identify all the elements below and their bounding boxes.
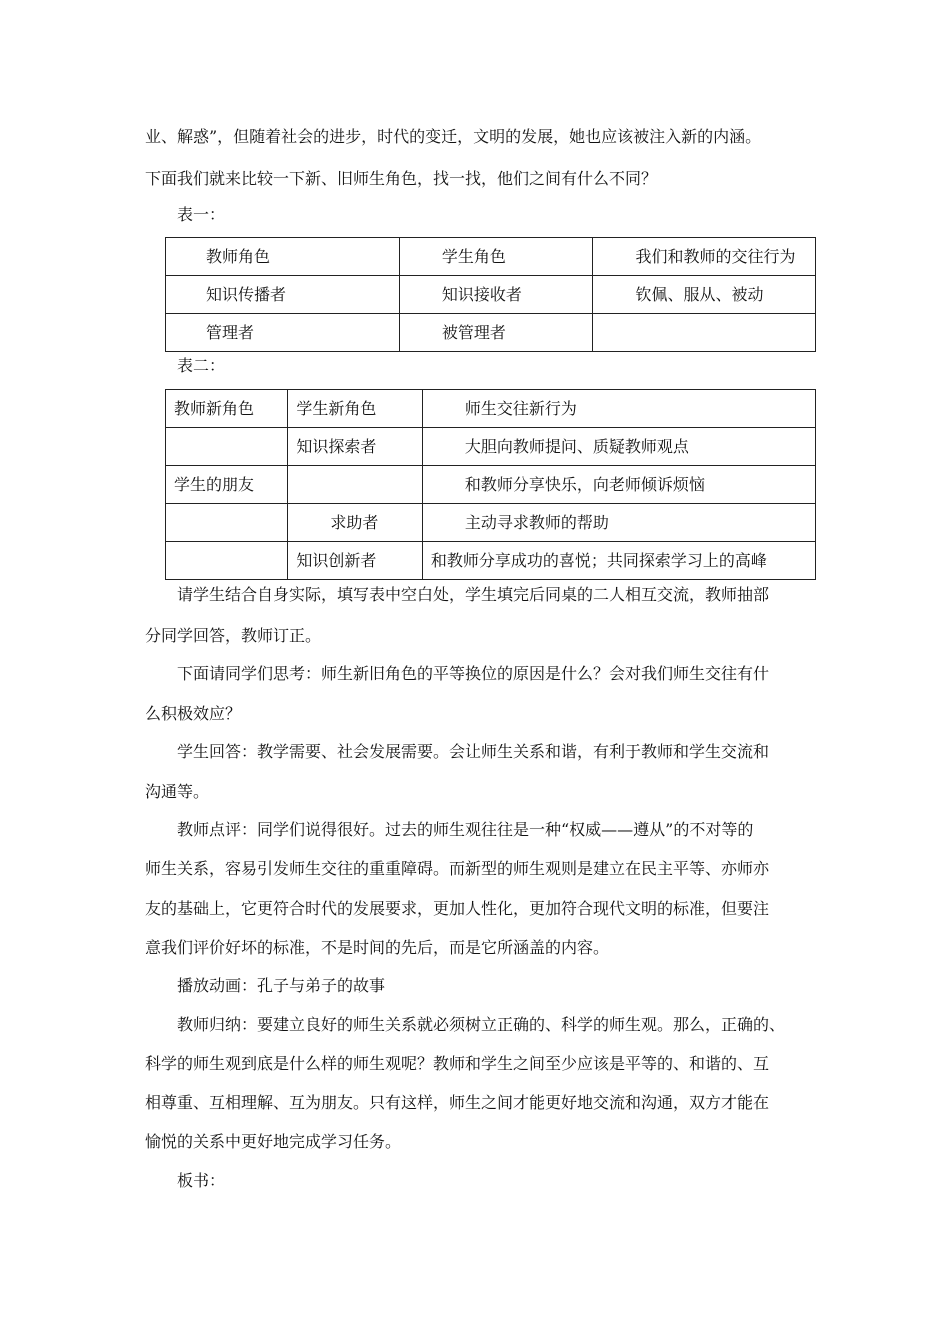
table-2 <box>165 389 816 580</box>
paragraph-line: 学生回答：教学需要、社会发展需要。会让师生关系和谐，有利于教师和学生交流和 <box>177 742 770 761</box>
intro-line-2: 下面我们就来比较一下新、旧师生角色，找一找，他们之间有什么不同？ <box>145 169 658 188</box>
table-row <box>166 428 816 466</box>
table-cell <box>166 428 288 466</box>
paragraph-line: 教师归纳：要建立良好的师生关系就必须树立正确的、科学的师生观。那么，正确的、 <box>177 1015 786 1034</box>
paragraph-line: 播放动画：孔子与弟子的故事 <box>177 976 386 995</box>
paragraph-line: 板书： <box>177 1171 226 1190</box>
paragraph-line: 请学生结合自身实际，填写表中空白处，学生填完后同桌的二人相互交流，教师抽部 <box>177 585 770 604</box>
table-cell <box>166 542 288 580</box>
intro-line-1: 业、解惑”，但随着社会的进步，时代的变迁，文明的发展，她也应该被注入新的内涵。 <box>145 127 762 146</box>
table-cell: 和教师分享快乐，向老师倾诉烦恼 <box>422 466 815 504</box>
table-row <box>166 466 816 504</box>
table-cell: 大胆向教师提问、质疑教师观点 <box>422 428 815 466</box>
table-cell: 知识探索者 <box>288 428 423 466</box>
paragraph-line: 下面请同学们思考：师生新旧角色的平等换位的原因是什么？会对我们师生交往有什 <box>177 664 770 683</box>
table-row <box>166 314 816 352</box>
table-cell: 学生的朋友 <box>166 466 288 504</box>
paragraph-line: 意我们评价好坏的标准，不是时间的先后，而是它所涵盖的内容。 <box>145 938 610 957</box>
table-cell: 知识传播者 <box>166 276 400 314</box>
table-cell <box>593 314 816 352</box>
table-cell: 教师角色 <box>166 238 400 276</box>
table-1 <box>165 237 816 352</box>
table-cell: 和教师分享成功的喜悦；共同探索学习上的高峰 <box>422 542 815 580</box>
table-cell: 知识创新者 <box>288 542 423 580</box>
table-cell: 知识接收者 <box>399 276 593 314</box>
table-cell: 求助者 <box>288 504 423 542</box>
table-cell: 师生交往新行为 <box>422 390 815 428</box>
table-cell: 教师新角色 <box>166 390 288 428</box>
table-cell <box>166 504 288 542</box>
paragraph-line: 么积极效应？ <box>145 704 242 723</box>
table-row <box>166 276 816 314</box>
paragraph-line: 教师点评：同学们说得很好。过去的师生观往往是一种“权威——遵从”的不对等的 <box>177 820 754 839</box>
table-cell: 主动寻求教师的帮助 <box>422 504 815 542</box>
table-cell: 学生新角色 <box>288 390 423 428</box>
paragraph-line: 愉悦的关系中更好地完成学习任务。 <box>145 1132 402 1151</box>
paragraph-line: 师生关系，容易引发师生交往的重重障碍。而新型的师生观则是建立在民主平等、亦师亦 <box>145 859 770 878</box>
table1-caption: 表一： <box>177 205 226 224</box>
table-cell <box>288 466 423 504</box>
table-header-row <box>166 390 816 428</box>
table-cell: 管理者 <box>166 314 400 352</box>
table-cell: 钦佩、服从、被动 <box>593 276 816 314</box>
paragraph-line: 友的基础上，它更符合时代的发展要求，更加人性化，更加符合现代文明的标准，但要注 <box>145 899 770 918</box>
table-cell: 被管理者 <box>399 314 593 352</box>
table-row <box>166 542 816 580</box>
table-cell: 学生角色 <box>399 238 593 276</box>
paragraph-line: 科学的师生观到底是什么样的师生观呢？教师和学生之间至少应该是平等的、和谐的、互 <box>145 1054 770 1073</box>
paragraph-line: 沟通等。 <box>145 782 210 801</box>
table2-caption: 表二： <box>177 356 226 375</box>
table-header-row <box>166 238 816 276</box>
paragraph-line: 分同学回答，教师订正。 <box>145 626 322 645</box>
paragraph-line: 相尊重、互相理解、互为朋友。只有这样，师生之间才能更好地交流和沟通，双方才能在 <box>145 1093 770 1112</box>
table-row <box>166 504 816 542</box>
table-cell: 我们和教师的交往行为 <box>593 238 816 276</box>
